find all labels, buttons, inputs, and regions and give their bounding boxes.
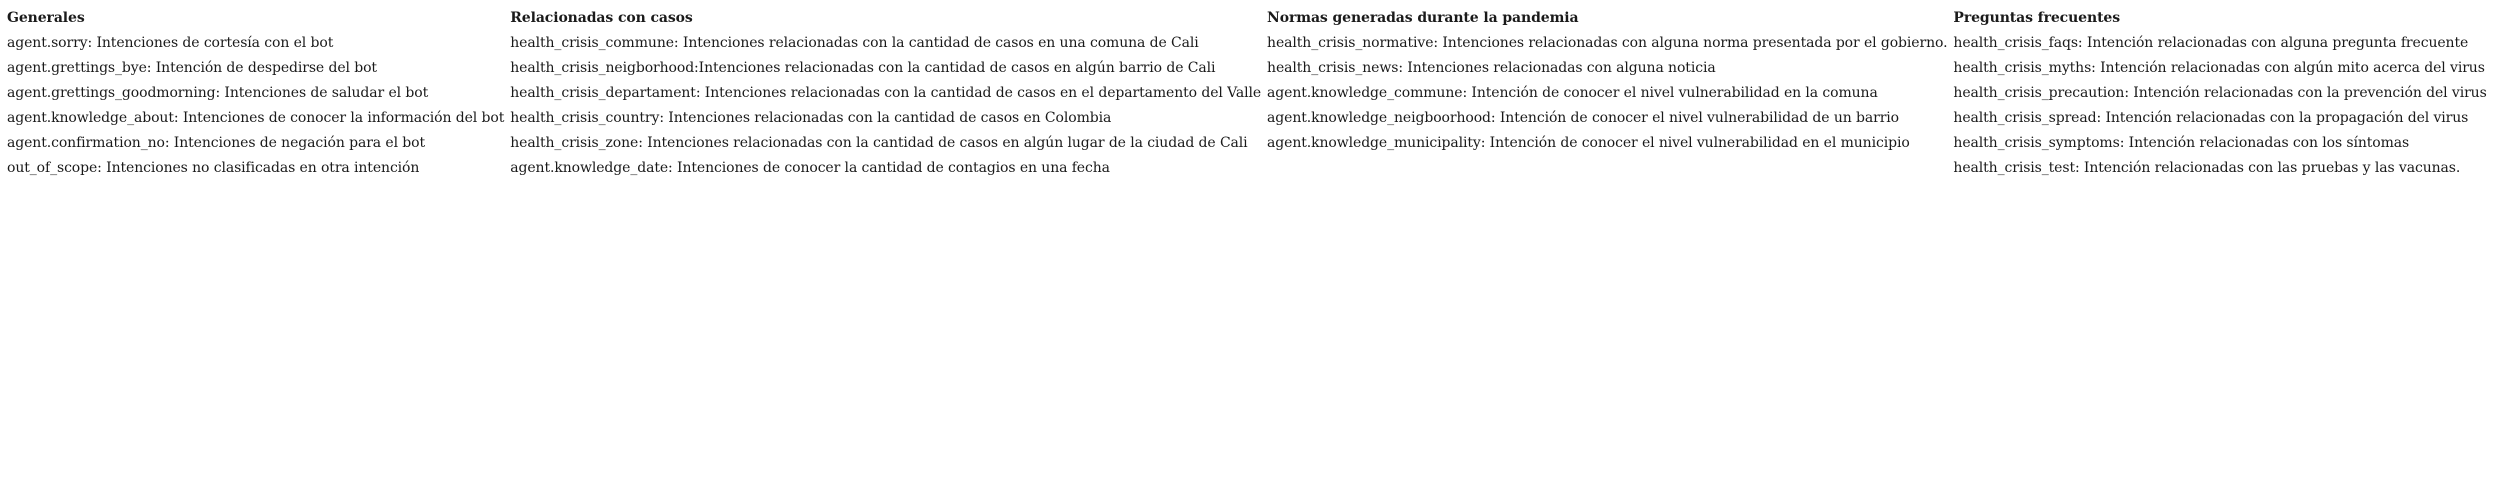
intents-table [7,6,2493,181]
table-row [7,156,2493,181]
table-cell [1267,156,1953,181]
table-cell: agent.knowledge_municipality: Intención de conocer el nivel vulnerabilidad en el municipio [1267,135,1910,151]
table-row [7,106,2493,131]
table-cell: agent.grettings_bye: Intención de despedirse del bot [7,60,377,76]
table-cell: health_crisis_news: Intenciones relacionadas con alguna noticia [1267,60,1716,76]
table-cell: health_crisis_departament: Intenciones relacionadas con la cantidad de casos en el departamento del Valle [510,85,1262,101]
table-cell: agent.knowledge_neigboorhood: Intención de conocer el nivel vulnerabilidad de un barrio [1267,110,1899,126]
table-row [7,56,2493,81]
table-cell: agent.knowledge_date: Intenciones de conocer la cantidad de contagios en una fecha [510,160,1110,176]
table-cell: agent.knowledge_commune: Intención de conocer el nivel vulnerabilidad en la comuna [1267,85,1878,101]
table-row [7,31,2493,56]
column-header-preguntas-frecuentes: Preguntas frecuentes [1953,10,2121,26]
table-cell: agent.confirmation_no: Intenciones de negación para el bot [7,135,426,151]
column-header-normas-pandemia: Normas generadas durante la pandemia [1267,10,1579,26]
table-cell: health_crisis_neigborhood:Intenciones relacionadas con la cantidad de casos en algún barrio de Cali [510,60,1216,76]
table-cell: health_crisis_myths: Intención relacionadas con algún mito acerca del virus [1953,60,2485,76]
table-cell: health_crisis_faqs: Intención relacionadas con alguna pregunta frecuente [1953,35,2469,51]
column-header-relacionadas-con-casos: Relacionadas con casos [510,10,693,26]
table-cell: health_crisis_normative: Intenciones relacionadas con alguna norma presentada por el gobierno. [1267,35,1948,51]
table-cell: health_crisis_zone: Intenciones relacionadas con la cantidad de casos en algún lugar de la ciudad de Cali [510,135,1248,151]
table-cell: health_crisis_test: Intención relacionadas con las pruebas y las vacunas. [1953,160,2461,176]
table-cell: health_crisis_symptoms: Intención relacionadas con los síntomas [1953,135,2410,151]
table-cell: health_crisis_spread: Intención relacionadas con la propagación del virus [1953,110,2469,126]
table-cell: health_crisis_country: Intenciones relacionadas con la cantidad de casos en Colombia [510,110,1112,126]
table-row [7,131,2493,156]
table-cell: agent.sorry: Intenciones de cortesía con el bot [7,35,334,51]
table-cell: health_crisis_commune: Intenciones relacionadas con la cantidad de casos en una comuna de Cali [510,35,1199,51]
table-cell: health_crisis_precaution: Intención relacionadas con la prevención del virus [1953,85,2487,101]
table-cell: agent.knowledge_about: Intenciones de conocer la información del bot [7,110,505,126]
column-header-generales: Generales [7,10,85,26]
table-cell: out_of_scope: Intenciones no clasificadas en otra intención [7,160,420,176]
intents-table-container [7,6,2493,181]
table-cell: agent.grettings_goodmorning: Intenciones de saludar el bot [7,85,429,101]
table-row [7,81,2493,106]
table-header-row [7,6,2493,31]
